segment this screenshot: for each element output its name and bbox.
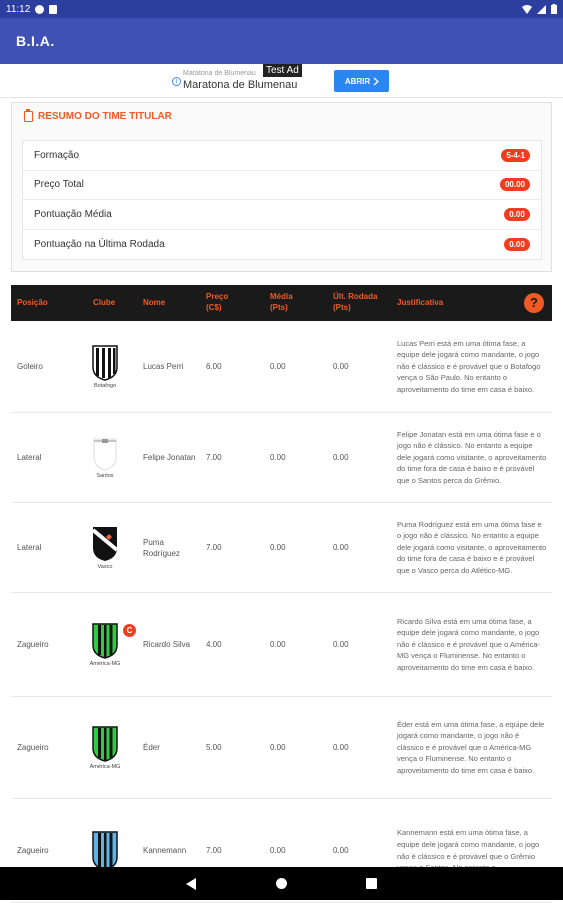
table-row[interactable] — [11, 321, 552, 413]
player-last-round: 0.00 — [333, 640, 349, 649]
player-price: 4.00 — [206, 640, 222, 649]
santos-crest-icon — [92, 437, 118, 471]
header-name: Nome — [143, 298, 166, 307]
app-bar — [0, 18, 563, 64]
sd-card-icon — [49, 5, 57, 14]
player-last-round: 0.00 — [333, 543, 349, 552]
ad-open-button-label: ABRIR — [344, 76, 371, 86]
header-position: Posição — [17, 298, 48, 307]
last-round-badge: 0.00 — [504, 238, 530, 251]
ad-advertiser: Maratona de Blumenau — [183, 70, 256, 77]
summary-row-last-round — [23, 230, 541, 260]
player-position: Lateral — [17, 543, 42, 552]
player-last-round: 0.00 — [333, 453, 349, 462]
total-price-badge: 00.00 — [500, 178, 530, 191]
player-name: Ricardo Silva — [143, 640, 191, 649]
summary-label: Pontuação na Última Rodada — [34, 238, 165, 250]
club-name: América-MG — [89, 763, 121, 770]
club-crest — [88, 503, 122, 592]
notification-icon — [35, 5, 44, 14]
club-name: Santos — [96, 472, 114, 479]
player-position: Zagueiro — [17, 846, 49, 855]
header-last-round: Últ. Rodada (Pts) — [333, 292, 378, 312]
ad-banner[interactable] — [0, 64, 563, 98]
summary-row-formation — [23, 141, 541, 171]
club-name: Botafogo — [93, 382, 117, 389]
vasco-crest-icon — [92, 526, 118, 562]
player-average: 0.00 — [270, 453, 286, 462]
player-average: 0.00 — [270, 846, 286, 855]
player-position: Lateral — [17, 453, 42, 462]
player-name: Kannemann — [143, 846, 187, 855]
player-average: 0.00 — [270, 543, 286, 552]
player-name: Éder — [143, 743, 160, 752]
botafogo-crest-icon — [92, 345, 118, 381]
player-price: 5.00 — [206, 743, 222, 752]
back-icon[interactable] — [186, 878, 196, 890]
captain-badge: C — [123, 624, 136, 637]
player-average: 0.00 — [270, 743, 286, 752]
header-club: Clube — [93, 298, 116, 307]
player-last-round: 0.00 — [333, 846, 349, 855]
america-mg-crest-icon — [92, 623, 118, 659]
gremio-crest-icon — [92, 831, 118, 871]
player-name: Lucas Perri — [143, 362, 184, 371]
chevron-right-icon — [373, 78, 378, 85]
status-bar — [0, 0, 563, 18]
club-name: América-MG — [89, 660, 121, 667]
player-position: Goleiro — [17, 362, 43, 371]
players-table-body — [11, 321, 552, 867]
recent-apps-icon[interactable] — [366, 878, 377, 889]
battery-icon — [551, 4, 557, 14]
summary-list — [22, 140, 542, 260]
player-last-round: 0.00 — [333, 362, 349, 371]
signal-icon — [537, 5, 546, 14]
test-ad-tag: Test Ad — [263, 64, 302, 77]
club-crest — [88, 321, 122, 412]
player-average: 0.00 — [270, 362, 286, 371]
table-row[interactable] — [11, 413, 552, 503]
player-justification: Kannemann está em uma ótima fase, a equipe dele jogará como mandante, o jogo não é clássico e é provável que o Grêmio — [397, 828, 540, 861]
summary-row-total-price — [23, 171, 541, 201]
player-price: 7.00 — [206, 453, 222, 462]
ad-open-button[interactable] — [334, 70, 389, 92]
summary-label: Preço Total — [34, 179, 84, 191]
player-price: 6.00 — [206, 362, 222, 371]
wifi-icon — [522, 5, 532, 14]
player-position: Zagueiro — [17, 743, 49, 752]
ad-title: Maratona de Blumenau — [183, 79, 298, 91]
player-average: 0.00 — [270, 640, 286, 649]
home-icon[interactable] — [276, 878, 287, 889]
club-crest — [88, 593, 122, 696]
team-summary-card — [11, 102, 552, 272]
summary-header — [24, 111, 172, 122]
app-title: B.I.A. — [16, 33, 55, 49]
player-price: 7.00 — [206, 846, 222, 855]
header-justification: Justificativa — [397, 298, 444, 307]
summary-label: Formação — [34, 149, 80, 161]
player-name: Felipe Jonatan — [143, 453, 196, 462]
player-price: 7.00 — [206, 543, 222, 552]
club-name: Vasco — [97, 563, 113, 570]
table-row[interactable] — [11, 697, 552, 799]
player-justification: Lucas Perri está em uma ótima fase, a equipe dele jogará como mandante, o jogo não é clássico e é provável que o Botafogo vença o São Paulo. No entanto o aproveitamento do time em casa é baixo. — [397, 338, 541, 394]
table-row[interactable] — [11, 593, 552, 697]
player-justification: Puma Rodríguez está em uma ótima fase e o jogo não é clássico. No entanto a equipe dele jogará como visitante, o aproveitamento do time fora de casa é baixo e é provável que o Vasco perca do Atlético-MG. — [397, 519, 547, 575]
formation-badge: 5-4-1 — [501, 149, 530, 162]
player-name: Puma Rodríguez — [143, 537, 180, 558]
player-last-round: 0.00 — [333, 743, 349, 752]
table-row[interactable] — [11, 503, 552, 593]
player-position: Zagueiro — [17, 640, 49, 649]
players-table-header — [11, 285, 552, 321]
average-score-badge: 0.00 — [504, 208, 530, 221]
status-time: 11:12 — [6, 3, 31, 15]
summary-label: Pontuação Média — [34, 208, 112, 220]
america-mg-crest-icon — [92, 726, 118, 762]
clipboard-icon — [24, 111, 33, 122]
summary-title: RESUMO DO TIME TITULAR — [38, 111, 172, 122]
club-crest — [88, 697, 122, 798]
system-navigation-bar — [0, 867, 563, 900]
help-icon[interactable]: ? — [524, 293, 544, 313]
header-average: Média (Pts) — [270, 292, 293, 312]
header-price: Preço (C$) — [206, 292, 229, 312]
ad-info-icon[interactable]: i — [172, 77, 181, 86]
player-justification: Ricardo Silva está em uma ótima fase, a equipe dele jogará como mandante, o jogo não é clássico e é provável que o América-MG vença o Fluminense. No entanto o aproveitamento do time em casa é baixo. — [397, 616, 540, 672]
summary-row-average-score — [23, 200, 541, 230]
player-justification: Felipe Jonatan está em uma ótima fase e o jogo não é clássico. No entanto a equipe dele jogará como visitante, o aproveitamento do time fora de casa é baixo e é provável que o Santos perca do Grêmio. — [397, 429, 547, 485]
club-crest — [88, 413, 122, 502]
player-justification: Éder está em uma ótima fase, a equipe dele jogará como mandante, o jogo não é clássico e é provável que o América-MG vença o Fluminense. No entanto o aproveitamento do time em casa é baixo. — [397, 719, 545, 775]
